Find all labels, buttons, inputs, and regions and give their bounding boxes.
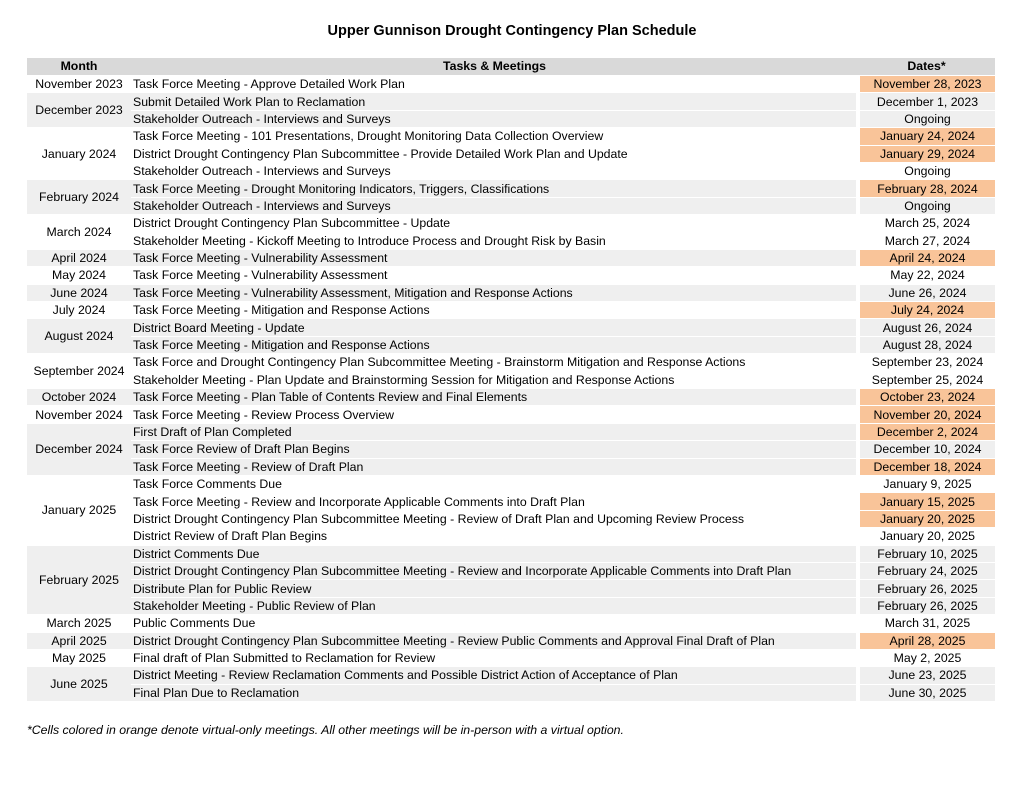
- table-row: [27, 615, 995, 632]
- table-row: [27, 162, 995, 179]
- task-cell: District Drought Contingency Plan Subcommittee - Update: [131, 215, 858, 232]
- task-cell: Final draft of Plan Submitted to Reclamation for Review: [131, 649, 858, 666]
- task-cell: Task Force Review of Draft Plan Begins: [131, 441, 858, 458]
- month-group: [27, 545, 995, 615]
- table-row: [27, 632, 995, 649]
- date-cell-virtual: November 20, 2024: [858, 406, 995, 423]
- month-cell: November 2024: [27, 406, 131, 423]
- task-cell: Task Force Meeting - Vulnerability Assessment: [131, 267, 858, 284]
- date-cell: June 23, 2025: [858, 667, 995, 684]
- month-group: [27, 267, 995, 284]
- task-cell: Task Force Meeting - 101 Presentations, Drought Monitoring Data Collection Overview: [131, 128, 858, 145]
- date-cell: March 27, 2024: [858, 232, 995, 249]
- table-row: [27, 180, 995, 197]
- date-cell: February 24, 2025: [858, 562, 995, 579]
- task-cell: District Drought Contingency Plan Subcommittee Meeting - Review of Draft Plan and Upcoming Review Process: [131, 510, 858, 527]
- task-cell: Submit Detailed Work Plan to Reclamation: [131, 93, 858, 110]
- month-cell: June 2025: [27, 667, 131, 702]
- month-cell: November 2023: [27, 76, 131, 93]
- table-row: [27, 562, 995, 579]
- month-cell: July 2024: [27, 302, 131, 319]
- task-cell: District Drought Contingency Plan Subcommittee Meeting - Review Public Comments and Approval Final Draft of Plan: [131, 632, 858, 649]
- table-row: [27, 284, 995, 301]
- task-cell: Final Plan Due to Reclamation: [131, 684, 858, 701]
- task-cell: District Comments Due: [131, 545, 858, 562]
- date-cell: May 2, 2025: [858, 649, 995, 666]
- table-row: [27, 406, 995, 423]
- month-cell: June 2024: [27, 284, 131, 301]
- table-row: [27, 389, 995, 406]
- date-cell-virtual: December 2, 2024: [858, 423, 995, 440]
- month-group: [27, 215, 995, 250]
- date-cell-virtual: October 23, 2024: [858, 389, 995, 406]
- task-cell: Stakeholder Meeting - Plan Update and Brainstorming Session for Mitigation and Response Actions: [131, 371, 858, 388]
- table-row: [27, 441, 995, 458]
- table-row: [27, 145, 995, 162]
- month-group: [27, 319, 995, 354]
- task-cell: District Meeting - Review Reclamation Comments and Possible District Action of Acceptance of Plan: [131, 667, 858, 684]
- month-cell: May 2025: [27, 649, 131, 666]
- table-row: [27, 510, 995, 527]
- month-group: [27, 649, 995, 666]
- table-row: [27, 475, 995, 492]
- table-row: [27, 93, 995, 110]
- task-cell: District Board Meeting - Update: [131, 319, 858, 336]
- table-row: [27, 215, 995, 232]
- table-row: [27, 336, 995, 353]
- date-cell-virtual: January 15, 2025: [858, 493, 995, 510]
- table-header: [27, 58, 995, 76]
- date-cell: September 23, 2024: [858, 354, 995, 371]
- month-cell: August 2024: [27, 319, 131, 354]
- task-cell: Public Comments Due: [131, 615, 858, 632]
- table-row: [27, 528, 995, 545]
- month-cell: October 2024: [27, 389, 131, 406]
- date-cell-virtual: January 20, 2025: [858, 510, 995, 527]
- date-cell: August 26, 2024: [858, 319, 995, 336]
- month-cell: April 2025: [27, 632, 131, 649]
- month-group: [27, 93, 995, 128]
- date-cell: August 28, 2024: [858, 336, 995, 353]
- schedule-table: [27, 58, 995, 702]
- month-group: [27, 632, 995, 649]
- month-cell: February 2025: [27, 545, 131, 615]
- task-cell: Task Force Meeting - Review and Incorporate Applicable Comments into Draft Plan: [131, 493, 858, 510]
- month-group: [27, 302, 995, 319]
- month-group: [27, 284, 995, 301]
- table-row: [27, 232, 995, 249]
- date-cell: June 30, 2025: [858, 684, 995, 701]
- table-row: [27, 649, 995, 666]
- month-column-header: Month: [27, 58, 131, 76]
- month-cell: January 2024: [27, 128, 131, 180]
- table-row: [27, 458, 995, 475]
- month-cell: December 2024: [27, 423, 131, 475]
- month-group: [27, 615, 995, 632]
- date-cell: January 9, 2025: [858, 475, 995, 492]
- page-title: Upper Gunnison Drought Contingency Plan Schedule: [327, 23, 697, 39]
- table-row: [27, 197, 995, 214]
- dates-column-header: Dates*: [858, 58, 995, 76]
- header-row: [27, 58, 995, 76]
- table-row: [27, 371, 995, 388]
- task-cell: Task Force Meeting - Mitigation and Response Actions: [131, 336, 858, 353]
- table-row: [27, 667, 995, 684]
- month-cell: December 2023: [27, 93, 131, 128]
- table-row: [27, 267, 995, 284]
- date-cell: February 26, 2025: [858, 597, 995, 614]
- date-cell: September 25, 2024: [858, 371, 995, 388]
- table-row: [27, 597, 995, 614]
- table-row: [27, 545, 995, 562]
- date-cell: March 31, 2025: [858, 615, 995, 632]
- month-cell: March 2024: [27, 215, 131, 250]
- task-cell: Stakeholder Outreach - Interviews and Surveys: [131, 162, 858, 179]
- month-group: [27, 475, 995, 545]
- month-group: [27, 180, 995, 215]
- month-group: [27, 389, 995, 406]
- table-row: [27, 354, 995, 371]
- date-cell: January 20, 2025: [858, 528, 995, 545]
- table-row: [27, 128, 995, 145]
- table-row: [27, 249, 995, 266]
- date-cell-virtual: December 18, 2024: [858, 458, 995, 475]
- month-cell: May 2024: [27, 267, 131, 284]
- task-cell: Stakeholder Meeting - Public Review of Plan: [131, 597, 858, 614]
- month-group: [27, 406, 995, 423]
- date-cell-virtual: February 28, 2024: [858, 180, 995, 197]
- month-cell: September 2024: [27, 354, 131, 389]
- table-row: [27, 110, 995, 127]
- task-cell: Task Force Meeting - Vulnerability Assessment: [131, 249, 858, 266]
- month-group: [27, 76, 995, 93]
- task-cell: District Drought Contingency Plan Subcommittee - Provide Detailed Work Plan and Update: [131, 145, 858, 162]
- month-cell: January 2025: [27, 475, 131, 545]
- table-row: [27, 302, 995, 319]
- table-row: [27, 493, 995, 510]
- date-cell: Ongoing: [858, 162, 995, 179]
- date-cell: March 25, 2024: [858, 215, 995, 232]
- month-group: [27, 667, 995, 702]
- date-cell: May 22, 2024: [858, 267, 995, 284]
- task-cell: First Draft of Plan Completed: [131, 423, 858, 440]
- footnote: *Cells colored in orange denote virtual-only meetings. All other meetings will be in-person with a virtual option.: [27, 723, 624, 737]
- date-cell-virtual: January 29, 2024: [858, 145, 995, 162]
- date-cell: December 10, 2024: [858, 441, 995, 458]
- task-cell: Task Force Meeting - Plan Table of Contents Review and Final Elements: [131, 389, 858, 406]
- date-cell-virtual: January 24, 2024: [858, 128, 995, 145]
- table-row: [27, 76, 995, 93]
- month-group: [27, 354, 995, 389]
- table-row: [27, 684, 995, 701]
- task-cell: Task Force Meeting - Mitigation and Response Actions: [131, 302, 858, 319]
- task-cell: Task Force Meeting - Approve Detailed Work Plan: [131, 76, 858, 93]
- month-cell: March 2025: [27, 615, 131, 632]
- date-cell: June 26, 2024: [858, 284, 995, 301]
- date-cell-virtual: April 24, 2024: [858, 249, 995, 266]
- task-cell: Task Force Meeting - Drought Monitoring Indicators, Triggers, Classifications: [131, 180, 858, 197]
- table-row: [27, 319, 995, 336]
- task-cell: Task Force Meeting - Vulnerability Assessment, Mitigation and Response Actions: [131, 284, 858, 301]
- task-cell: Distribute Plan for Public Review: [131, 580, 858, 597]
- month-cell: April 2024: [27, 249, 131, 266]
- table-row: [27, 580, 995, 597]
- date-cell-virtual: November 28, 2023: [858, 76, 995, 93]
- task-cell: Task Force Meeting - Review Process Overview: [131, 406, 858, 423]
- task-cell: Stakeholder Outreach - Interviews and Surveys: [131, 197, 858, 214]
- month-group: [27, 249, 995, 266]
- date-cell: Ongoing: [858, 197, 995, 214]
- task-cell: District Review of Draft Plan Begins: [131, 528, 858, 545]
- task-cell: Task Force Comments Due: [131, 475, 858, 492]
- date-cell-virtual: April 28, 2025: [858, 632, 995, 649]
- task-cell: District Drought Contingency Plan Subcommittee Meeting - Review and Incorporate Applicable Comments into Draft Plan: [131, 562, 858, 579]
- month-group: [27, 128, 995, 180]
- task-cell: Task Force and Drought Contingency Plan Subcommittee Meeting - Brainstorm Mitigation and Response Actions: [131, 354, 858, 371]
- date-cell: December 1, 2023: [858, 93, 995, 110]
- date-cell: Ongoing: [858, 110, 995, 127]
- date-cell-virtual: July 24, 2024: [858, 302, 995, 319]
- tasks-column-header: Tasks & Meetings: [131, 58, 858, 76]
- table-row: [27, 423, 995, 440]
- month-group: [27, 423, 995, 475]
- task-cell: Stakeholder Outreach - Interviews and Surveys: [131, 110, 858, 127]
- date-cell: February 10, 2025: [858, 545, 995, 562]
- month-cell: February 2024: [27, 180, 131, 215]
- task-cell: Stakeholder Meeting - Kickoff Meeting to Introduce Process and Drought Risk by Basin: [131, 232, 858, 249]
- date-cell: February 26, 2025: [858, 580, 995, 597]
- task-cell: Task Force Meeting - Review of Draft Plan: [131, 458, 858, 475]
